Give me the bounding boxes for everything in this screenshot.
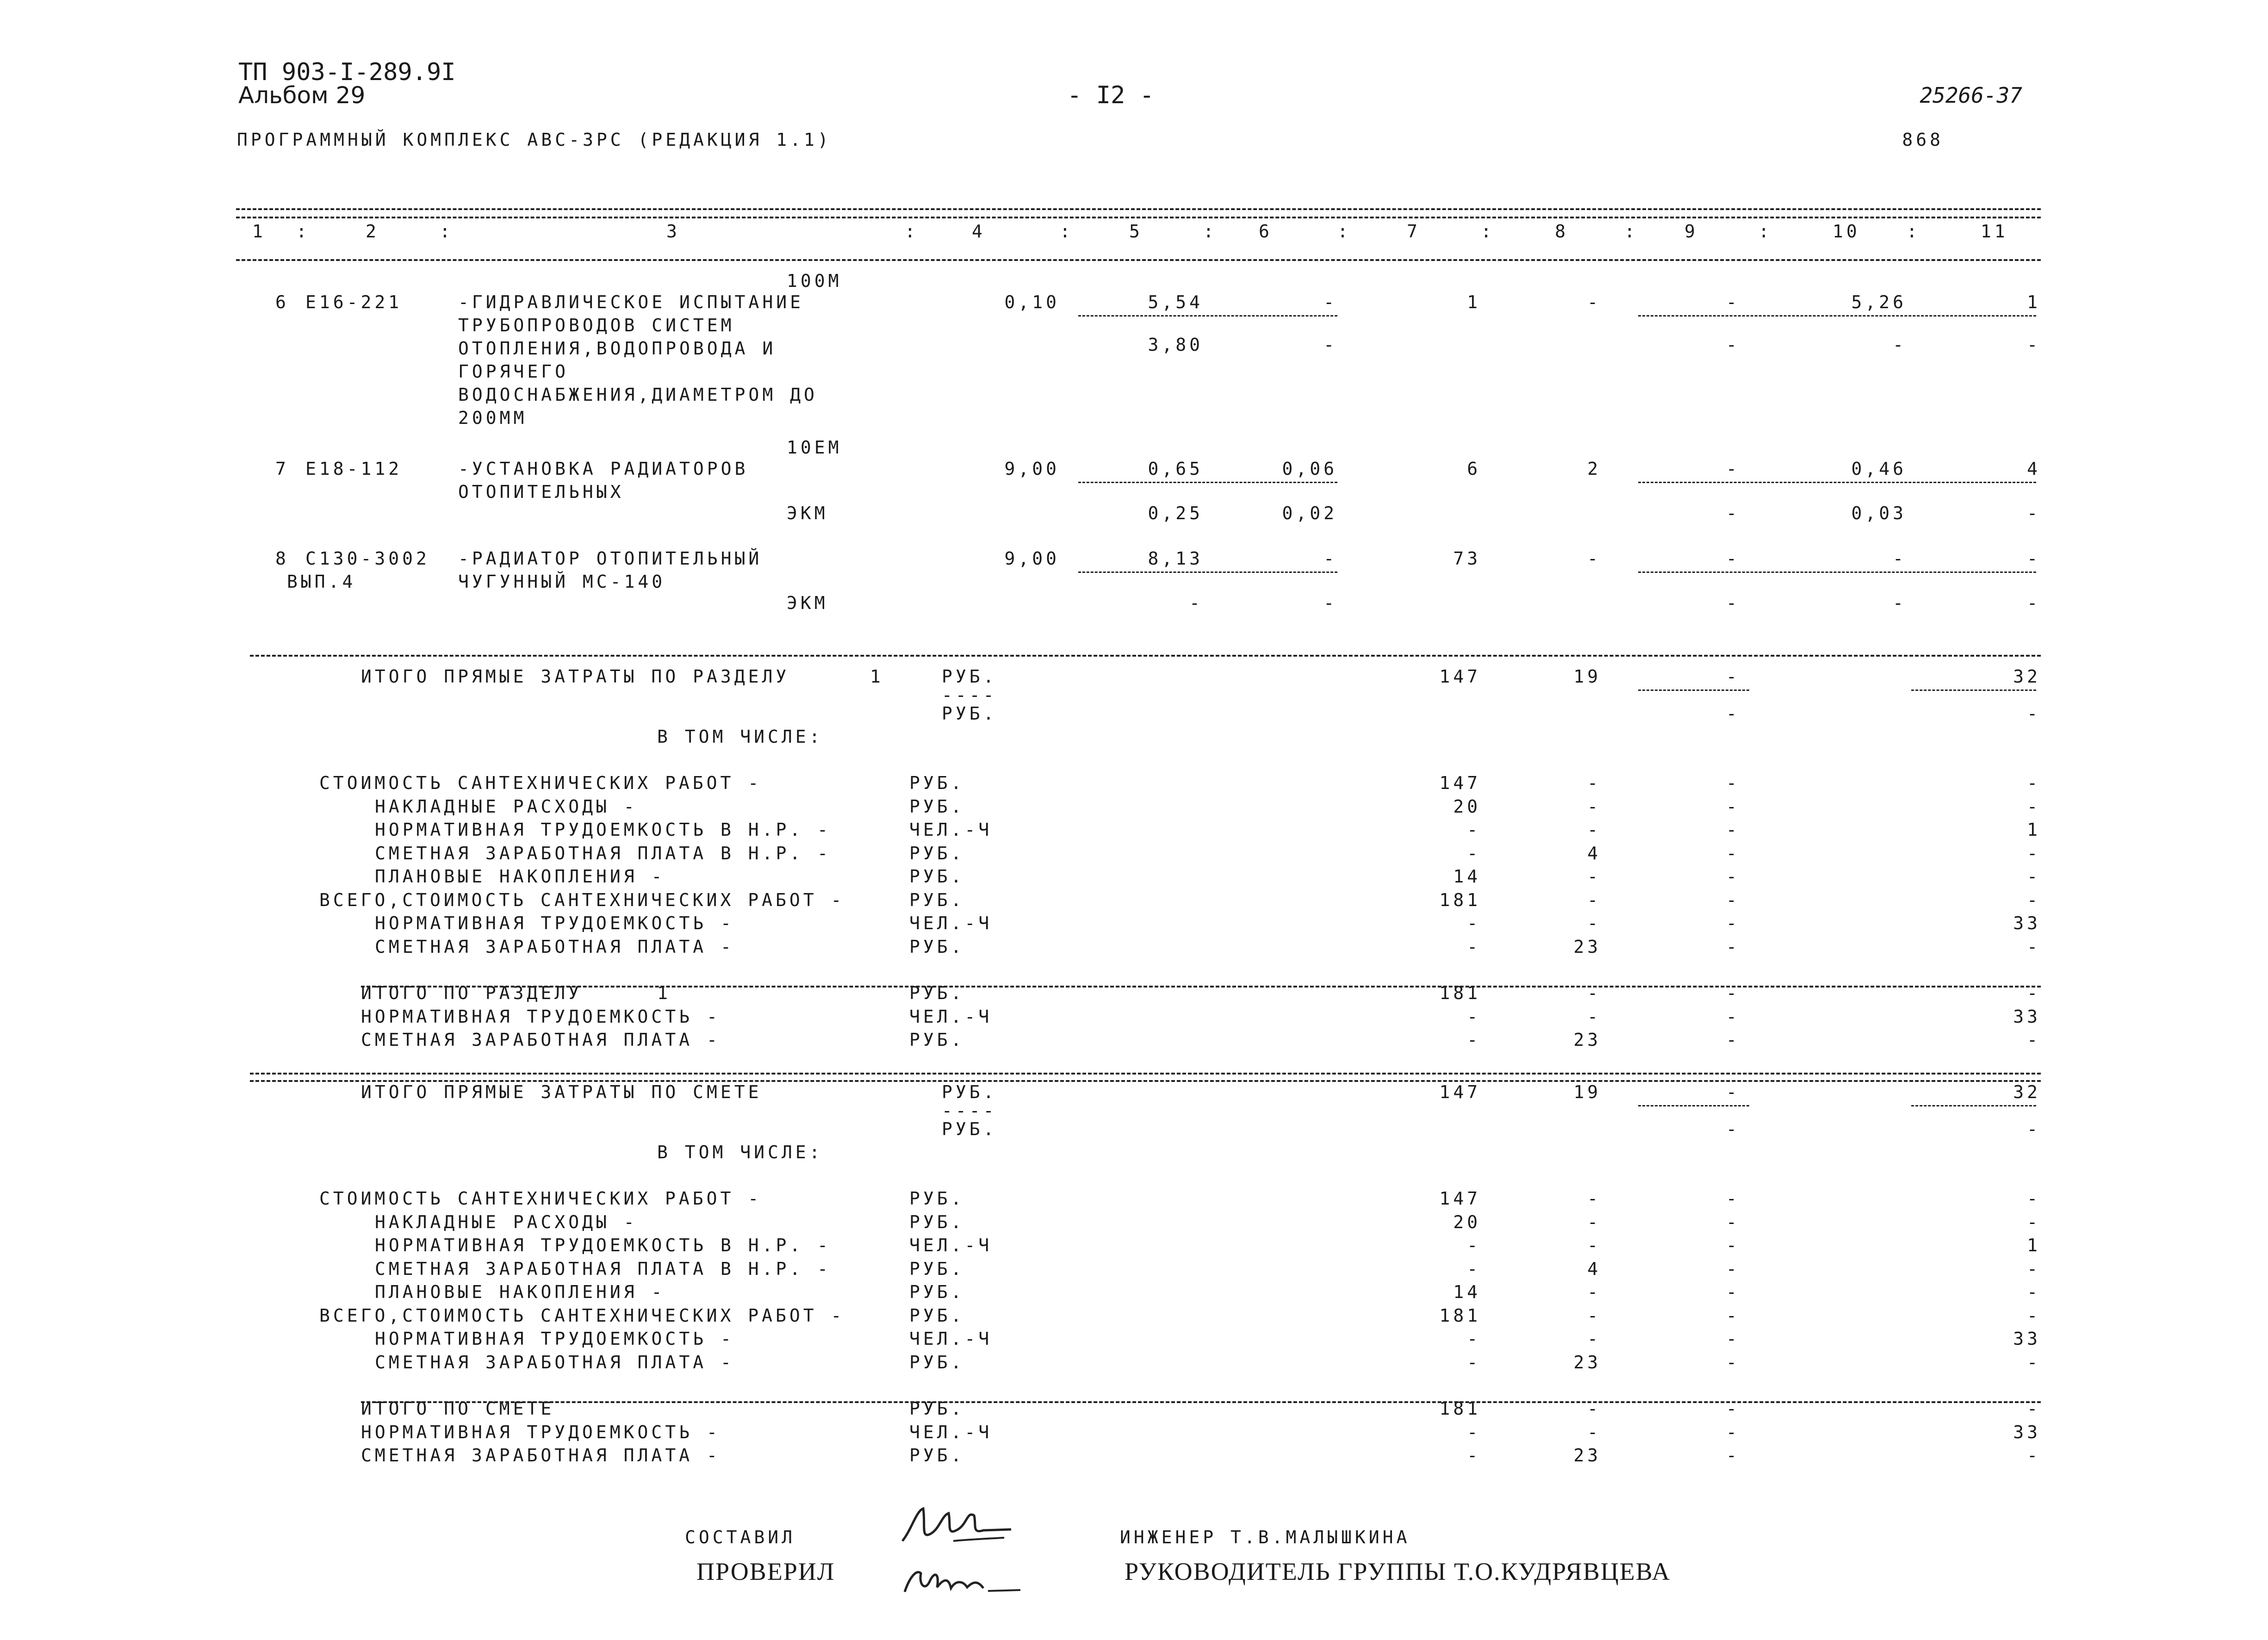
direct-c11b: - [2027, 703, 2041, 724]
summary-row-c9: - [1726, 936, 1740, 957]
item-c5: 5,54 [1148, 292, 1203, 312]
column-separator: : [1907, 221, 1920, 242]
summary-row-c11: - [2027, 936, 2041, 957]
direct-sub-rule [1638, 1105, 1749, 1106]
direct-costs-unit-sep: ---- [942, 1100, 997, 1121]
summary-row-c11: - [2027, 796, 2041, 817]
summary-row-c11: - [2027, 1211, 2041, 1232]
sheet-number: 868 [1902, 130, 1944, 150]
summary-row-c9: - [1726, 1211, 1740, 1232]
summary-row-label: НОРМАТИВНАЯ ТРУДОЕМКОСТЬ В Н.Р. - [375, 1235, 831, 1255]
summary-row-c7: 147 [1439, 1188, 1481, 1209]
direct-costs-unit: РУБ. [942, 666, 997, 687]
summary-row-c8: - [1587, 1282, 1601, 1302]
direct-c11b: - [2027, 1119, 2041, 1139]
item-name-line: ТРУБОПРОВОДОВ СИСТЕМ [458, 315, 735, 335]
total-row-label: ИТОГО ПО СМЕТЕ [361, 1398, 555, 1419]
compiled-name: ИНЖЕНЕР Т.В.МАЛЫШКИНА [1120, 1527, 1411, 1547]
item-c11b: - [2027, 335, 2041, 355]
summary-row-c8: - [1587, 1235, 1601, 1255]
total-row-label: ИТОГО ПО РАЗДЕЛУ [361, 983, 583, 1003]
summary-row-c7: 181 [1439, 1305, 1481, 1326]
summary-row-c9: - [1726, 913, 1740, 933]
direct-sub-rule [1911, 690, 2036, 691]
column-header-2: 2 [366, 221, 379, 242]
item-c5: 8,13 [1148, 548, 1203, 569]
summary-row-c8: - [1587, 913, 1601, 933]
direct-c11: 32 [2013, 1082, 2041, 1102]
summary-row-c11: - [2027, 1188, 2041, 1209]
rule-header-bottom [236, 259, 2041, 261]
item-sub-rule [1638, 572, 2036, 573]
total-row-c7: - [1467, 1006, 1481, 1027]
summary-row-c11: - [2027, 889, 2041, 910]
column-separator: : [1481, 221, 1495, 242]
summary-row-label: ВСЕГО,СТОИМОСТЬ САНТЕХНИЧЕСКИХ РАБОТ - [319, 1305, 845, 1326]
item-c7: 6 [1467, 459, 1481, 479]
summary-row-label: НАКЛАДНЫЕ РАСХОДЫ - [375, 796, 638, 817]
summary-row-c9: - [1726, 796, 1740, 817]
summary-row-c7: - [1467, 820, 1481, 840]
item-c5: 0,65 [1148, 459, 1203, 479]
column-header-10: 10 [1833, 221, 1860, 242]
checked-signature [898, 1559, 1027, 1601]
item-code: Е16-221 [305, 292, 403, 312]
summary-row-c9: - [1726, 843, 1740, 863]
doc-number: 25266-37 [1920, 83, 2022, 108]
total-row-label: НОРМАТИВНАЯ ТРУДОЕМКОСТЬ - [361, 1422, 721, 1442]
summary-row-c11: 33 [2013, 913, 2041, 933]
summary-row-c11: - [2027, 866, 2041, 887]
summary-row-label: НАКЛАДНЫЕ РАСХОДЫ - [375, 1211, 638, 1232]
direct-c7: 147 [1439, 1082, 1481, 1102]
item-c10: 0,46 [1851, 459, 1907, 479]
total-row-c11: - [2027, 983, 2041, 1003]
summary-row-c7: - [1467, 936, 1481, 957]
summary-row-c8: 23 [1573, 936, 1601, 957]
summary-row-unit: РУБ. [909, 1211, 965, 1232]
item-c5b: - [1189, 593, 1203, 613]
summary-row-unit: РУБ. [909, 889, 965, 910]
summary-row-c8: 4 [1587, 1258, 1601, 1279]
summary-row-unit: ЧЕЛ.-Ч [909, 913, 993, 933]
total-row-c8: 23 [1573, 1445, 1601, 1466]
summary-row-label: СМЕТНАЯ ЗАРАБОТНАЯ ПЛАТА В Н.Р. - [375, 843, 831, 863]
summary-row-c9: - [1726, 866, 1740, 887]
item-code-extra: ВЫП.4 [287, 572, 356, 592]
total-row-c8: 23 [1573, 1030, 1601, 1050]
direct-costs-unit: РУБ. [942, 1082, 997, 1102]
item-c6b: - [1324, 593, 1337, 613]
summary-row-c11: 33 [2013, 1329, 2041, 1349]
summary-row-c9: - [1726, 820, 1740, 840]
item-c11: 4 [2027, 459, 2041, 479]
item-unit-below: ЭКМ [787, 503, 828, 523]
summary-row-c11: - [2027, 1258, 2041, 1279]
item-name-line: ГОРЯЧЕГО [458, 361, 569, 382]
item-c11b: - [2027, 503, 2041, 523]
item-c6: 0,06 [1282, 459, 1337, 479]
total-row-unit: РУБ. [909, 1398, 965, 1419]
summary-row-c9: - [1726, 1188, 1740, 1209]
item-c10: 5,26 [1851, 292, 1907, 312]
summary-row-c7: 14 [1453, 866, 1481, 887]
direct-c9: - [1726, 1082, 1740, 1102]
summary-row-c8: - [1587, 773, 1601, 793]
item-c4: 9,00 [1004, 459, 1060, 479]
column-separator: : [1337, 221, 1351, 242]
direct-c9: - [1726, 666, 1740, 687]
direct-sub-rule [1911, 1105, 2036, 1106]
item-name-line: ВОДОСНАБЖЕНИЯ,ДИАМЕТРОМ ДО [458, 385, 818, 405]
total-row-c11: 33 [2013, 1006, 2041, 1027]
total-row-c7: - [1467, 1445, 1481, 1466]
total-row-c9: - [1726, 1445, 1740, 1466]
item-name-line: -ГИДРАВЛИЧЕСКОЕ ИСПЫТАНИЕ [458, 292, 804, 312]
summary-row-unit: РУБ. [909, 843, 965, 863]
column-separator: : [440, 221, 454, 242]
item-c6: - [1324, 292, 1337, 312]
column-separator: : [1758, 221, 1772, 242]
column-header-8: 8 [1555, 221, 1569, 242]
summary-row-label: ВСЕГО,СТОИМОСТЬ САНТЕХНИЧЕСКИХ РАБОТ - [319, 889, 845, 910]
summary-row-unit: РУБ. [909, 1352, 965, 1373]
summary-row-c7: 20 [1453, 1211, 1481, 1232]
total-row-c11: - [2027, 1445, 2041, 1466]
column-header-6: 6 [1259, 221, 1273, 242]
item-c6b: - [1324, 335, 1337, 355]
total-row-unit: ЧЕЛ.-Ч [909, 1422, 993, 1442]
summary-row-c9: - [1726, 773, 1740, 793]
summary-row-c8: - [1587, 796, 1601, 817]
summary-row-unit: РУБ. [909, 1188, 965, 1209]
item-c4: 9,00 [1004, 548, 1060, 569]
rule-estimate-a [361, 1401, 2041, 1403]
direct-costs-label: ИТОГО ПРЯМЫЕ ЗАТРАТЫ ПО СМЕТЕ [361, 1082, 762, 1102]
item-number: 8 [275, 548, 289, 569]
total-row-c9: - [1726, 1006, 1740, 1027]
summary-row-label: СМЕТНАЯ ЗАРАБОТНАЯ ПЛАТА В Н.Р. - [375, 1258, 831, 1279]
item-c10b: - [1893, 335, 1907, 355]
summary-row-c9: - [1726, 889, 1740, 910]
total-row-c7: - [1467, 1422, 1481, 1442]
item-c8: - [1587, 548, 1601, 569]
summary-row-c7: 14 [1453, 1282, 1481, 1302]
item-c9b: - [1726, 593, 1740, 613]
total-row-label: СМЕТНАЯ ЗАРАБОТНАЯ ПЛАТА - [361, 1030, 721, 1050]
item-sub-rule [1078, 572, 1337, 573]
item-name-line: ОТОПИТЕЛЬНЫХ [458, 482, 624, 502]
item-c10b: - [1893, 593, 1907, 613]
item-c5b: 0,25 [1148, 503, 1203, 523]
summary-row-c8: 23 [1573, 1352, 1601, 1373]
column-separator: : [296, 221, 310, 242]
summary-row-unit: ЧЕЛ.-Ч [909, 1329, 993, 1349]
summary-row-c8: - [1587, 820, 1601, 840]
summary-row-c9: - [1726, 1258, 1740, 1279]
total-row-c7: - [1467, 1030, 1481, 1050]
item-c9b: - [1726, 335, 1740, 355]
rule-items-end [250, 655, 2041, 657]
total-row-c11: - [2027, 1030, 2041, 1050]
summary-row-c8: - [1587, 889, 1601, 910]
item-c9: - [1726, 548, 1740, 569]
item-c6: - [1324, 548, 1337, 569]
summary-row-c7: - [1467, 1352, 1481, 1373]
direct-c7: 147 [1439, 666, 1481, 687]
summary-row-c7: 147 [1439, 773, 1481, 793]
checked-name: РУКОВОДИТЕЛЬ ГРУППЫ Т.О.КУДРЯВЦЕВА [1125, 1558, 1671, 1585]
summary-row-c11: - [2027, 773, 2041, 793]
summary-row-unit: ЧЕЛ.-Ч [909, 820, 993, 840]
total-row-label: НОРМАТИВНАЯ ТРУДОЕМКОСТЬ - [361, 1006, 721, 1027]
rule-section1-b [250, 1073, 2041, 1075]
column-header-4: 4 [972, 221, 986, 242]
item-sub-rule [1638, 482, 2036, 483]
program-title: ПРОГРАММНЫЙ КОМПЛЕКС АВС-3РС (РЕДАКЦИЯ 1.1) [237, 130, 832, 150]
column-header-5: 5 [1129, 221, 1143, 242]
total-row-c8: - [1587, 1422, 1601, 1442]
direct-costs-unit-2: РУБ. [942, 703, 997, 724]
doc-code: ТП 903-I-289.9I [238, 58, 456, 86]
summary-row-c7: 181 [1439, 889, 1481, 910]
total-row-c9: - [1726, 1030, 1740, 1050]
summary-row-label: СМЕТНАЯ ЗАРАБОТНАЯ ПЛАТА - [375, 1352, 734, 1373]
summary-row-unit: РУБ. [909, 796, 965, 817]
summary-row-c9: - [1726, 1329, 1740, 1349]
item-sub-rule [1638, 315, 2036, 317]
item-sub-rule [1078, 482, 1337, 483]
summary-row-c8: 4 [1587, 843, 1601, 863]
item-c8: 2 [1587, 459, 1601, 479]
summary-row-label: СТОИМОСТЬ САНТЕХНИЧЕСКИХ РАБОТ - [319, 1188, 762, 1209]
page-number: - I2 - [1067, 81, 1154, 109]
item-unit-above: 100М [787, 271, 842, 291]
item-c7: 73 [1453, 548, 1481, 569]
compiled-label: СОСТАВИЛ [685, 1527, 796, 1547]
item-c11: - [2027, 548, 2041, 569]
summary-row-unit: РУБ. [909, 866, 965, 887]
summary-row-c11: - [2027, 843, 2041, 863]
total-row-c9: - [1726, 1422, 1740, 1442]
summary-row-c8: - [1587, 1329, 1601, 1349]
item-name-line: 200ММ [458, 408, 528, 428]
summary-row-c7: - [1467, 843, 1481, 863]
summary-row-c7: 20 [1453, 796, 1481, 817]
summary-row-c9: - [1726, 1282, 1740, 1302]
total-row-unit: РУБ. [909, 1030, 965, 1050]
summary-row-c7: - [1467, 1235, 1481, 1255]
total-row-c7: 181 [1439, 1398, 1481, 1419]
total-row-unit: РУБ. [909, 983, 965, 1003]
compiled-signature [898, 1497, 1018, 1553]
item-code: Е18-112 [305, 459, 403, 479]
summary-row-label: СМЕТНАЯ ЗАРАБОТНАЯ ПЛАТА - [375, 936, 734, 957]
checked-label: ПРОВЕРИЛ [696, 1558, 835, 1585]
total-row-label: СМЕТНАЯ ЗАРАБОТНАЯ ПЛАТА - [361, 1445, 721, 1466]
column-separator: : [905, 221, 919, 242]
item-code: С130-3002 [305, 548, 430, 569]
rule-section1-a [361, 986, 2041, 988]
column-header-9: 9 [1684, 221, 1698, 242]
column-header-11: 11 [1981, 221, 2008, 242]
direct-sub-rule [1638, 690, 1749, 691]
summary-row-label: ПЛАНОВЫЕ НАКОПЛЕНИЯ - [375, 866, 665, 887]
total-row-c8: - [1587, 1006, 1601, 1027]
direct-costs-section-num: 1 [870, 666, 884, 687]
item-c7: 1 [1467, 292, 1481, 312]
summary-row-c11: 1 [2027, 1235, 2041, 1255]
item-unit-above: 10ЕМ [787, 437, 842, 458]
total-row-c8: - [1587, 983, 1601, 1003]
summary-row-unit: РУБ. [909, 936, 965, 957]
item-name-line: -РАДИАТОР ОТОПИТЕЛЬНЫЙ [458, 548, 763, 569]
rule-top-2 [236, 217, 2041, 218]
item-c4: 0,10 [1004, 292, 1060, 312]
column-separator: : [1624, 221, 1638, 242]
summary-row-label: НОРМАТИВНАЯ ТРУДОЕМКОСТЬ - [375, 1329, 734, 1349]
summary-row-unit: РУБ. [909, 1258, 965, 1279]
summary-row-c11: - [2027, 1352, 2041, 1373]
item-name-line: -УСТАНОВКА РАДИАТОРОВ [458, 459, 749, 479]
total-row-c9: - [1726, 1398, 1740, 1419]
summary-row-c11: 1 [2027, 820, 2041, 840]
summary-row-c9: - [1726, 1352, 1740, 1373]
summary-row-c8: - [1587, 1188, 1601, 1209]
total-row-num: 1 [657, 983, 671, 1003]
column-separator: : [1203, 221, 1217, 242]
summary-row-c8: - [1587, 866, 1601, 887]
summary-row-c11: - [2027, 1282, 2041, 1302]
including-label: В ТОМ ЧИСЛЕ: [657, 727, 823, 747]
item-name-line: ЧУГУННЫЙ МС-140 [458, 572, 666, 592]
summary-row-c8: - [1587, 1211, 1601, 1232]
item-sub-rule [1078, 315, 1337, 317]
direct-costs-label: ИТОГО ПРЯМЫЕ ЗАТРАТЫ ПО РАЗДЕЛУ [361, 666, 790, 687]
column-header-3: 3 [666, 221, 680, 242]
item-c6b: 0,02 [1282, 503, 1337, 523]
direct-c9b: - [1726, 703, 1740, 724]
direct-c11: 32 [2013, 666, 2041, 687]
direct-c8: 19 [1573, 666, 1601, 687]
summary-row-c7: - [1467, 1258, 1481, 1279]
direct-costs-unit-sep: ---- [942, 685, 997, 705]
total-row-c8: - [1587, 1398, 1601, 1419]
summary-row-label: ПЛАНОВЫЕ НАКОПЛЕНИЯ - [375, 1282, 665, 1302]
item-unit-below: ЭКМ [787, 593, 828, 613]
summary-row-unit: РУБ. [909, 1305, 965, 1326]
summary-row-label: СТОИМОСТЬ САНТЕХНИЧЕСКИХ РАБОТ - [319, 773, 762, 793]
item-name-line: ОТОПЛЕНИЯ,ВОДОПРОВОДА И [458, 338, 777, 359]
summary-row-c7: - [1467, 1329, 1481, 1349]
item-c9b: - [1726, 503, 1740, 523]
album-label: Альбом 29 [238, 82, 366, 109]
item-c8: - [1587, 292, 1601, 312]
direct-c9b: - [1726, 1119, 1740, 1139]
summary-row-c9: - [1726, 1235, 1740, 1255]
summary-row-unit: РУБ. [909, 773, 965, 793]
direct-costs-unit-2: РУБ. [942, 1119, 997, 1139]
summary-row-unit: ЧЕЛ.-Ч [909, 1235, 993, 1255]
item-c11: 1 [2027, 292, 2041, 312]
item-c11b: - [2027, 593, 2041, 613]
total-row-c7: 181 [1439, 983, 1481, 1003]
summary-row-label: НОРМАТИВНАЯ ТРУДОЕМКОСТЬ - [375, 913, 734, 933]
item-c10: - [1893, 548, 1907, 569]
total-row-unit: РУБ. [909, 1445, 965, 1466]
summary-row-label: НОРМАТИВНАЯ ТРУДОЕМКОСТЬ В Н.Р. - [375, 820, 831, 840]
total-row-c11: 33 [2013, 1422, 2041, 1442]
column-header-7: 7 [1407, 221, 1421, 242]
summary-row-c9: - [1726, 1305, 1740, 1326]
summary-row-c7: - [1467, 913, 1481, 933]
total-row-c11: - [2027, 1398, 2041, 1419]
column-header-1: 1 [252, 221, 266, 242]
summary-row-c8: - [1587, 1305, 1601, 1326]
summary-row-unit: РУБ. [909, 1282, 965, 1302]
direct-c8: 19 [1573, 1082, 1601, 1102]
item-number: 6 [275, 292, 289, 312]
rule-top-1 [236, 208, 2041, 210]
item-c9: - [1726, 292, 1740, 312]
item-c9: - [1726, 459, 1740, 479]
total-row-c9: - [1726, 983, 1740, 1003]
item-c10b: 0,03 [1851, 503, 1907, 523]
total-row-unit: ЧЕЛ.-Ч [909, 1006, 993, 1027]
item-number: 7 [275, 459, 289, 479]
summary-row-c11: - [2027, 1305, 2041, 1326]
item-c5b: 3,80 [1148, 335, 1203, 355]
column-separator: : [1060, 221, 1074, 242]
including-label: В ТОМ ЧИСЛЕ: [657, 1142, 823, 1162]
